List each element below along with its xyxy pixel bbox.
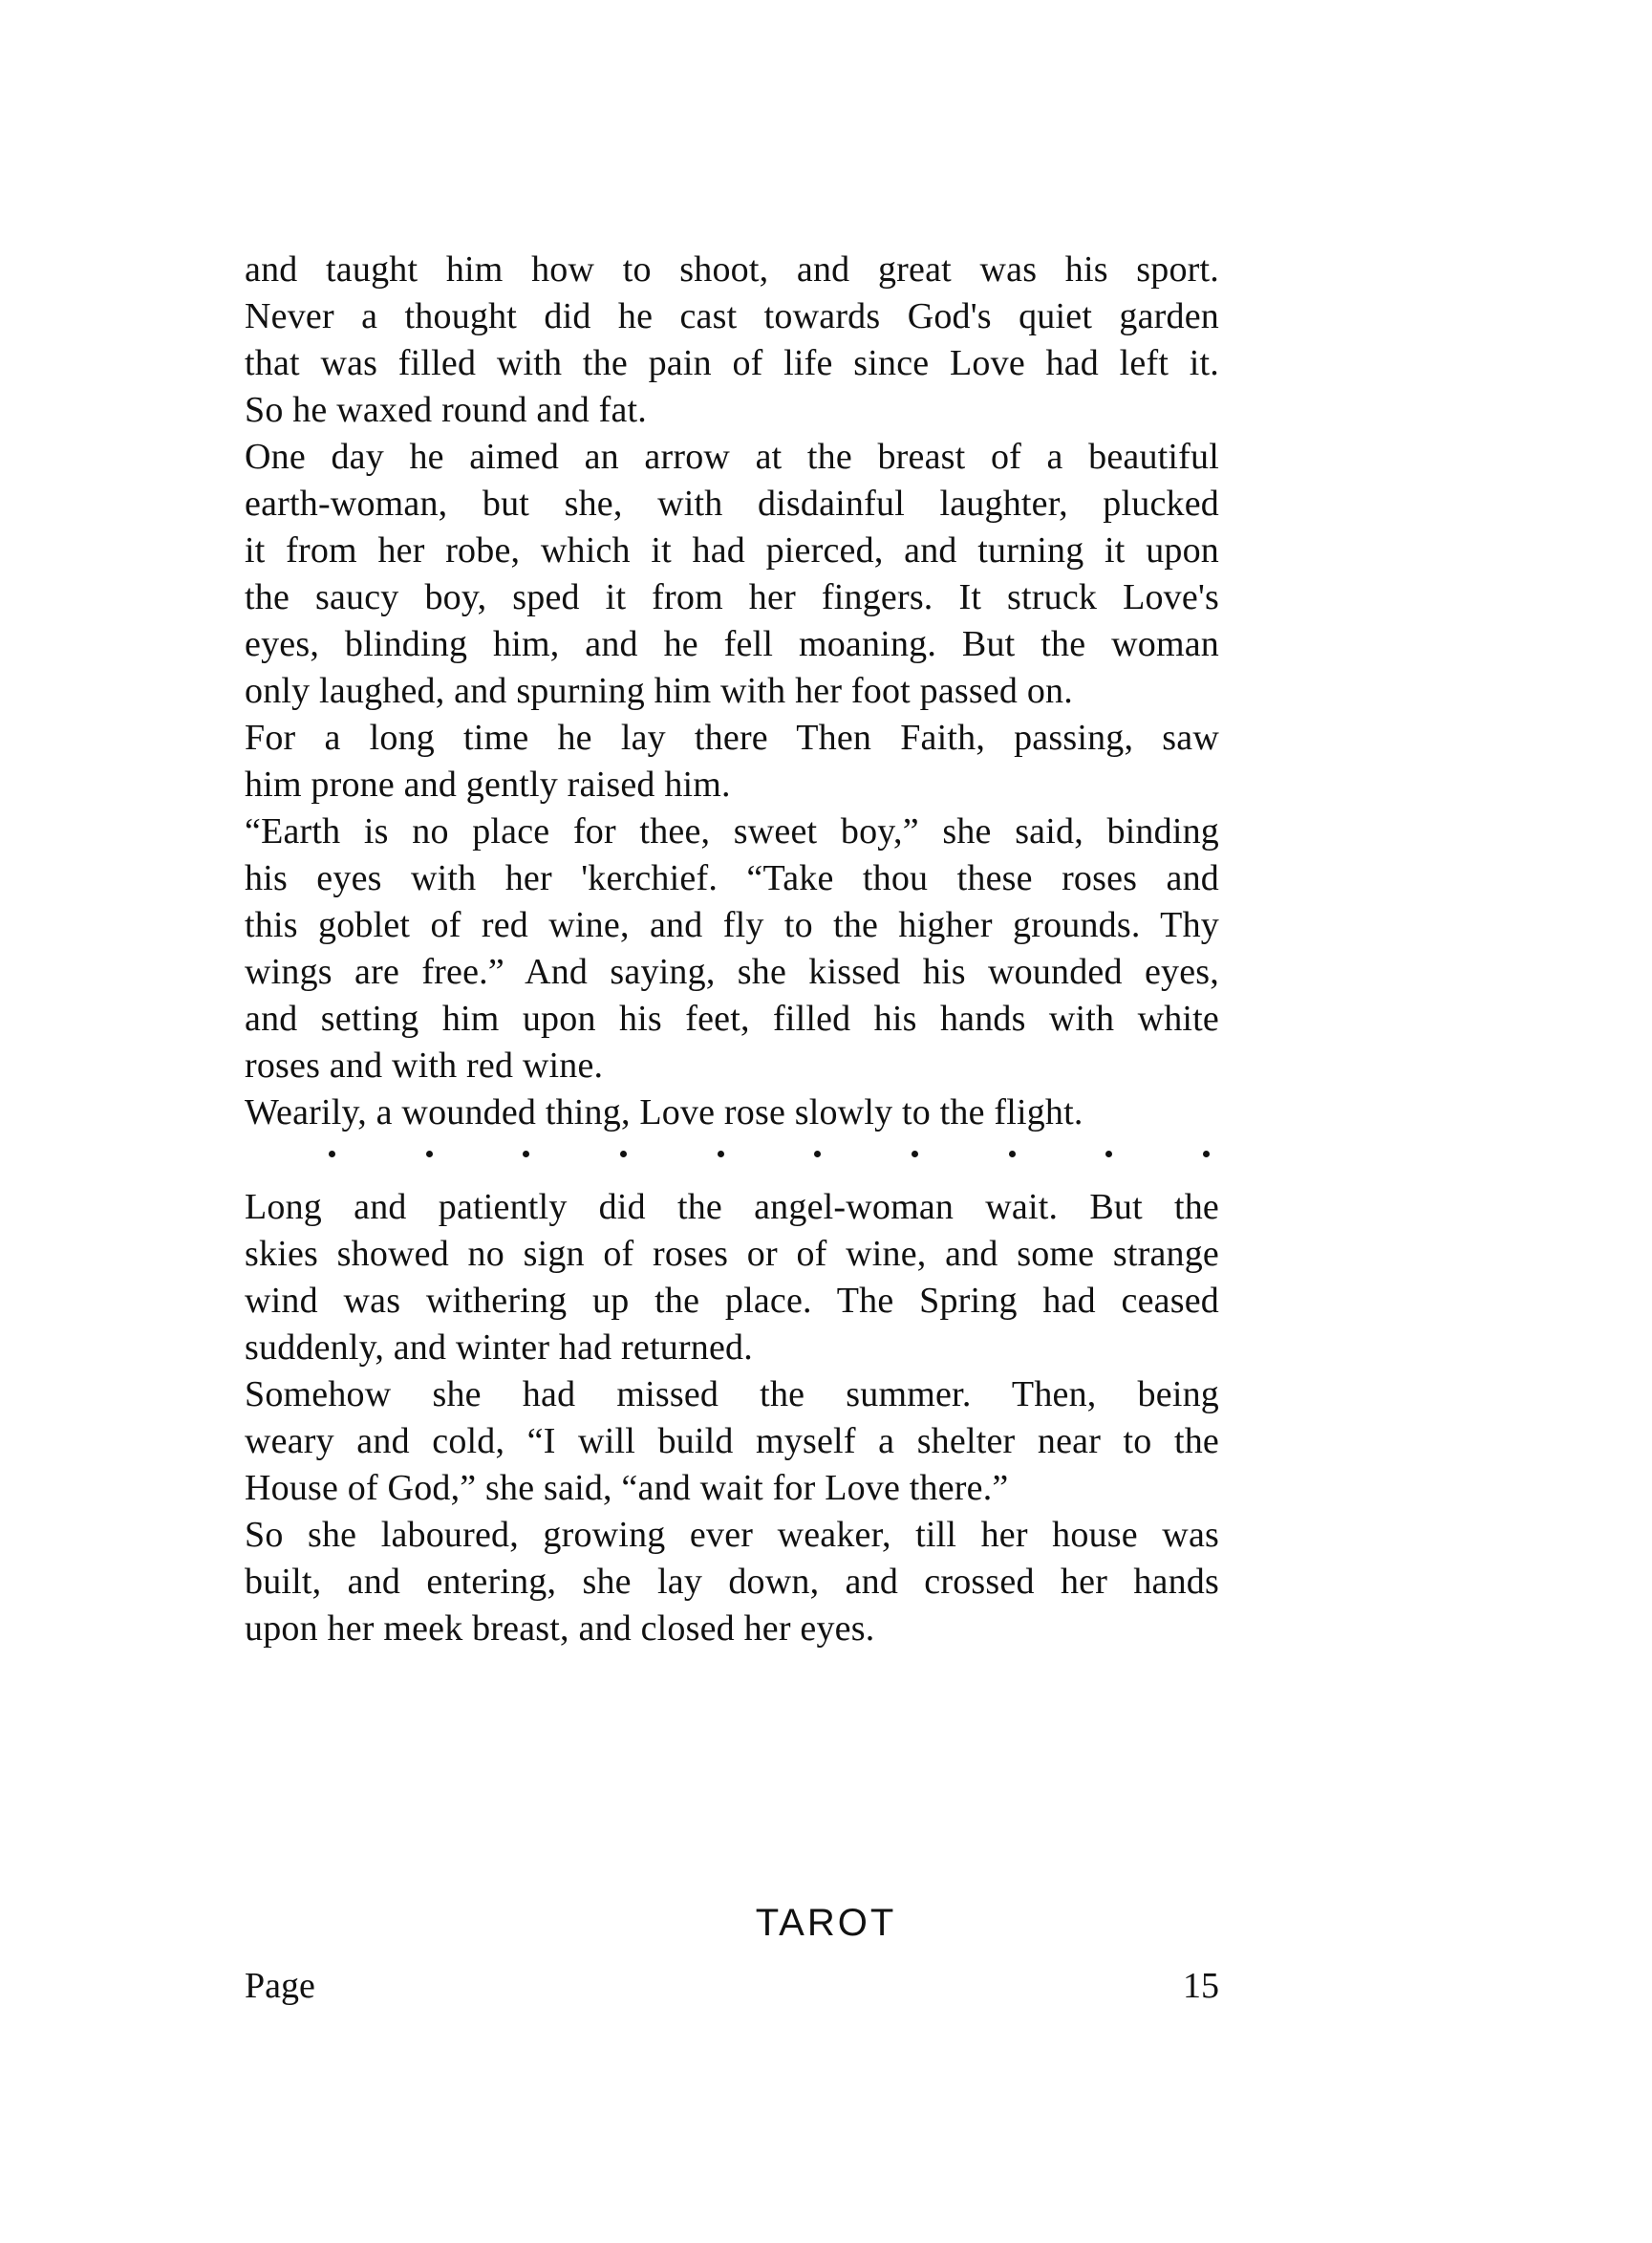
section-break-dots xyxy=(245,1136,1219,1171)
break-dot xyxy=(620,1151,627,1157)
text-line: and taught him how to shoot, and great was his sport. xyxy=(245,249,1219,290)
text-line: only laughed, and spurning him with her foot passed on. xyxy=(245,671,1073,711)
text-line: weary and cold, “I will build myself a shelter near to the xyxy=(245,1421,1219,1461)
main-text xyxy=(245,247,1219,1652)
text-line: For a long time he lay there Then Faith, passing, saw xyxy=(245,718,1219,758)
text-line: that was filled with the pain of life since Love had left it. xyxy=(245,343,1219,383)
text-line: skies showed no sign of roses or of wine, and some strange xyxy=(245,1234,1219,1274)
break-dot xyxy=(1105,1151,1112,1157)
text-line: wind was withering up the place. The Spring had ceased xyxy=(245,1281,1219,1321)
paragraph-group-1 xyxy=(245,247,1219,1136)
paragraph-group-2 xyxy=(245,1184,1219,1652)
text-line: “Earth is no place for thee, sweet boy,” she said, binding xyxy=(245,811,1219,852)
text-line: him prone and gently raised him. xyxy=(245,765,731,805)
page-label: Page xyxy=(245,1966,315,2006)
text-line: it from her robe, which it had pierced, and turning it upon xyxy=(245,530,1219,571)
break-dot xyxy=(329,1151,335,1157)
break-dot xyxy=(523,1151,529,1157)
text-line: and setting him upon his feet, filled his hands with white xyxy=(245,999,1219,1039)
text-line: wings are free.” And saying, she kissed his wounded eyes, xyxy=(245,952,1219,992)
text-line: upon her meek breast, and closed her eyes. xyxy=(245,1608,875,1649)
page-number: 15 xyxy=(1183,1966,1219,2006)
break-dot xyxy=(426,1151,433,1157)
text-line: built, and entering, she lay down, and crossed her hands xyxy=(245,1562,1219,1602)
break-dot xyxy=(718,1151,724,1157)
text-line: his eyes with her 'kerchief. “Take thou these roses and xyxy=(245,858,1219,898)
text-line: Wearily, a wounded thing, Love rose slowly to the flight. xyxy=(245,1092,1083,1132)
text-line: roses and with red wine. xyxy=(245,1046,604,1086)
text-line: So he waxed round and fat. xyxy=(245,390,647,430)
break-dot xyxy=(1203,1151,1210,1157)
break-dot xyxy=(1009,1151,1016,1157)
text-line: House of God,” she said, “and wait for Love there.” xyxy=(245,1468,1009,1508)
text-line: Long and patiently did the angel-woman wait. But the xyxy=(245,1187,1219,1227)
text-line: Somehow she had missed the summer. Then, being xyxy=(245,1374,1219,1414)
text-line: suddenly, and winter had returned. xyxy=(245,1327,753,1368)
footer-title: TAROT xyxy=(755,1902,897,1944)
text-line: eyes, blinding him, and he fell moaning. But the woman xyxy=(245,624,1219,664)
text-line: this goblet of red wine, and fly to the higher grounds. Thy xyxy=(245,905,1219,945)
text-line: So she laboured, growing ever weaker, till her house was xyxy=(245,1515,1219,1555)
text-line: earth-woman, but she, with disdainful laughter, plucked xyxy=(245,484,1219,524)
break-dot xyxy=(912,1151,918,1157)
text-line: Never a thought did he cast towards God's quiet garden xyxy=(245,296,1219,336)
text-line: the saucy boy, sped it from her fingers. It struck Love's xyxy=(245,577,1219,617)
break-dot xyxy=(814,1151,821,1157)
text-line: One day he aimed an arrow at the breast of a beautiful xyxy=(245,437,1219,477)
